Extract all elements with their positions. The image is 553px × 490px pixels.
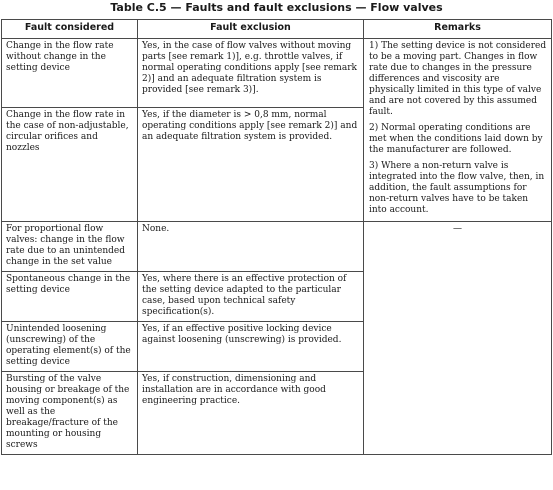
flow-valves-table bbox=[1, 19, 552, 455]
exclusion-cell: Yes, if the diameter is > 0,8 mm, normal operating conditions apply [see remark 2)] and an adequate filtration system is provided. bbox=[138, 108, 364, 222]
exclusion-cell: Yes, if an effective positive locking device against loosening (unscrewing) is provided. bbox=[138, 322, 364, 372]
remark-3: 3) Where a non-return valve is integrated into the flow valve, then, in addition, the fault assumptions for non-return valves have to be taken into account. bbox=[369, 161, 545, 215]
fault-cell: Unintended loosening (unscrewing) of the operating element(s) of the setting device bbox=[2, 322, 138, 372]
header-row bbox=[2, 20, 552, 39]
exclusion-cell: Yes, where there is an effective protection of the setting device adapted to the particular case, based upon technical safety specification(s). bbox=[138, 272, 364, 322]
fault-cell: Spontaneous change in the setting device bbox=[2, 272, 138, 322]
fault-cell: Change in the flow rate without change in the setting device bbox=[2, 39, 138, 108]
table-row bbox=[2, 222, 552, 272]
exclusion-cell: Yes, if construction, dimensioning and installation are in accordance with good engineering practice. bbox=[138, 372, 364, 455]
exclusion-cell: None. bbox=[138, 222, 364, 272]
remark-1: 1) The setting device is not considered to be a moving part. Changes in flow rate due to changes in the pressure differences and viscosity are physically limited in this type of valve and are not covered by this assumed fault. bbox=[369, 41, 547, 117]
header-fault-considered: Fault considered bbox=[2, 20, 138, 39]
exclusion-cell: Yes, in the case of flow valves without moving parts [see remark 1)], e.g. throttle valves, if normal operating conditions apply [see remark 2)] and an adequate filtration system is provided [see remark 3)]. bbox=[138, 39, 364, 108]
remark-2: 2) Normal operating conditions are met when the conditions laid down by the manufacturer are followed. bbox=[369, 123, 543, 155]
remarks-cell bbox=[364, 39, 552, 222]
header-remarks: Remarks bbox=[364, 20, 552, 39]
fault-cell: For proportional flow valves: change in the flow rate due to an unintended change in the set value bbox=[2, 222, 138, 272]
fault-cell: Bursting of the valve housing or breakage of the moving component(s) as well as the breakage/fracture of the mounting or housing screws bbox=[2, 372, 138, 455]
table-row bbox=[2, 39, 552, 108]
table-title: Table C.5 — Faults and fault exclusions — Flow valves bbox=[110, 1, 443, 14]
fault-cell: Change in the flow rate in the case of non-adjustable, circular orifices and nozzles bbox=[2, 108, 138, 222]
remarks-dash-cell: — bbox=[364, 222, 552, 455]
header-fault-exclusion: Fault exclusion bbox=[138, 20, 364, 39]
